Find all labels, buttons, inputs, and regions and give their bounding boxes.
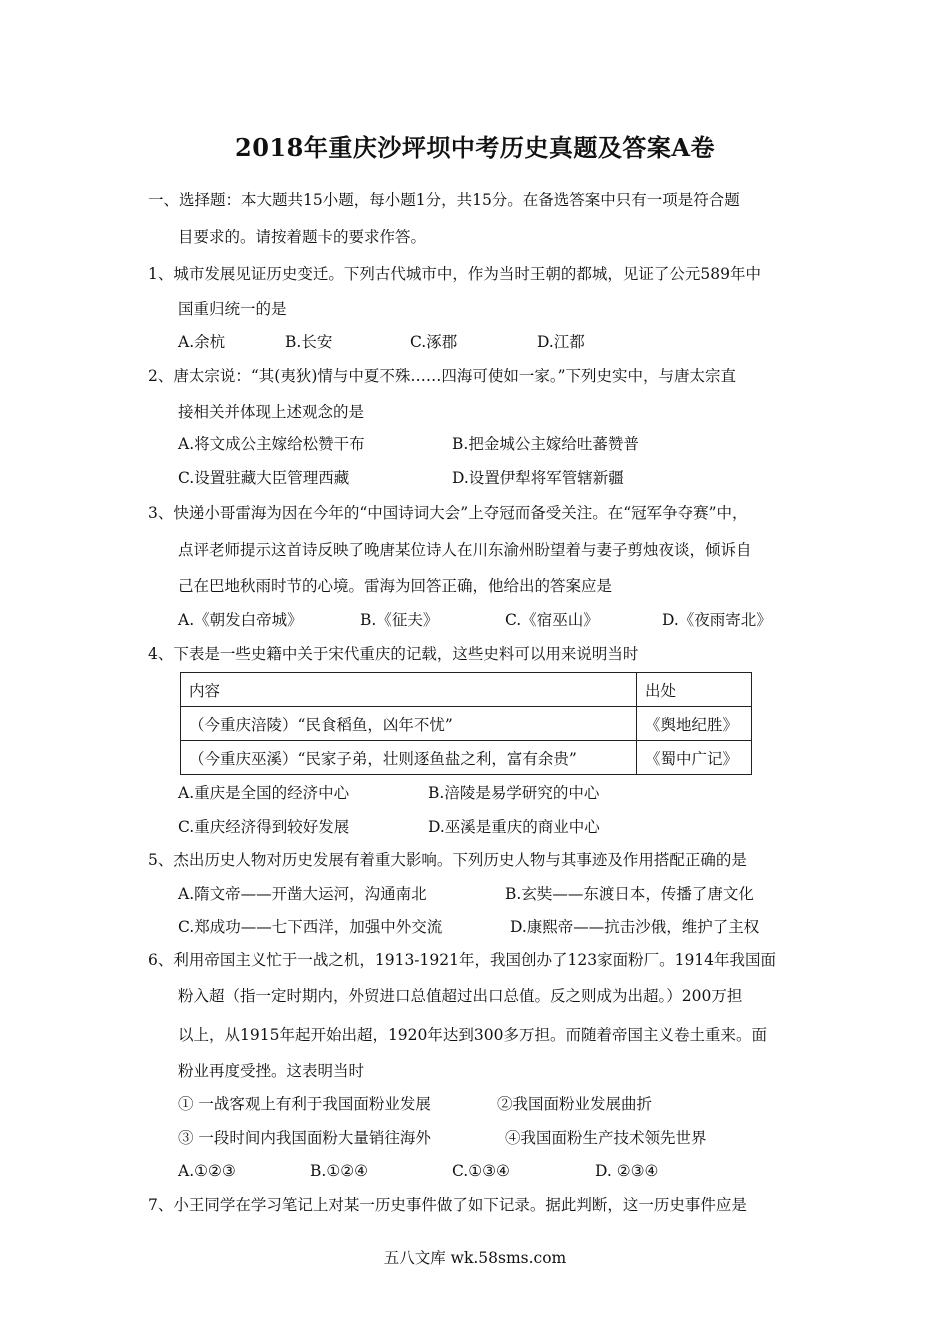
question-6-statement-2: ②我国面粉业发展曲折: [497, 1095, 653, 1113]
table-header-source: 出处: [637, 673, 752, 707]
table-header-content: 内容: [181, 673, 637, 707]
question-5-option-a: A.隋文帝——开凿大运河，沟通南北: [178, 885, 427, 903]
table-header-row: [181, 673, 752, 707]
question-4-option-d: D.巫溪是重庆的商业中心: [428, 818, 600, 836]
section-instruction-line1: 一、选择题：本大题共15小题，每小题1分，共15分。在备选答案中只有一项是符合题: [148, 191, 740, 209]
question-6-line3: 以上，从1915年起开始出超，1920年达到300多万担。而随着帝国主义卷土重来。面: [178, 1026, 767, 1044]
question-3-line2: 点评老师提示这首诗反映了晚唐某位诗人在川东渝州盼望着与妻子剪烛夜谈，倾诉自: [178, 541, 752, 559]
question-6-line2: 粉入超（指一定时期内，外贸进口总值超过出口总值。反之则成为出超。）200万担: [178, 987, 743, 1005]
question-1-line2: 国重归统一的是: [178, 300, 287, 318]
question-6-option-d: D. ②③④: [595, 1162, 659, 1180]
table-row: [181, 707, 752, 741]
question-6-statement-1: ① 一战客观上有利于我国面粉业发展: [178, 1095, 431, 1113]
question-3-option-b: B.《征夫》: [360, 611, 439, 629]
question-2-option-b: B.把金城公主嫁给吐蕃赞普: [452, 435, 639, 453]
question-4-option-c: C.重庆经济得到较好发展: [178, 818, 350, 836]
question-3-line1: 3、快递小哥雷海为因在今年的“中国诗词大会”上夺冠而备受关注。在“冠军争夺赛”中，: [148, 504, 748, 522]
question-6-option-a: A.①②③: [178, 1162, 236, 1180]
question-5-option-c: C.郑成功——七下西洋，加强中外交流: [178, 918, 443, 936]
question-2-option-d: D.设置伊犁将军管辖新疆: [452, 469, 624, 487]
section-instruction-line2: 目要求的。请按着题卡的要求作答。: [178, 228, 427, 246]
question-5-option-b: B.玄奘——东渡日本，传播了唐文化: [505, 885, 754, 903]
question-4-option-a: A.重庆是全国的经济中心: [178, 784, 350, 802]
question-1-line1: 1、城市发展见证历史变迁。下列古代城市中，作为当时王朝的都城，见证了公元589年中: [148, 265, 761, 283]
table-cell-content: （今重庆巫溪）“民家子弟，壮则逐鱼盐之利，富有余贵”: [181, 741, 637, 775]
question-6-line4: 粉业再度受挫。这表明当时: [178, 1062, 365, 1080]
question-5-option-d: D.康熙帝——抗击沙俄，维护了主权: [510, 918, 760, 936]
question-6-statement-3: ③ 一段时间内我国面粉大量销往海外: [178, 1129, 431, 1147]
question-5-line1: 5、杰出历史人物对历史发展有着重大影响。下列历史人物与其事迹及作用搭配正确的是: [148, 851, 747, 869]
question-4-line1: 4、下表是一些史籍中关于宋代重庆的记载，这些史料可以用来说明当时: [148, 645, 639, 663]
question-6-line1: 6、利用帝国主义忙于一战之机，1913-1921年，我国创办了123家面粉厂。1914年我国面: [148, 951, 777, 969]
table-cell-source: 《蜀中广记》: [637, 741, 752, 775]
table-cell-source: 《舆地纪胜》: [637, 707, 752, 741]
question-3-line3: 己在巴地秋雨时节的心境。雷海为回答正确，他给出的答案应是: [178, 577, 613, 595]
question-1-option-c: C.涿郡: [410, 333, 458, 351]
question-1-option-d: D.江都: [537, 333, 585, 351]
question-4-option-b: B.涪陵是易学研究的中心: [428, 784, 600, 802]
question-3-option-a: A.《朝发白帝城》: [178, 611, 303, 629]
question-6-statement-4: ④我国面粉生产技术领先世界: [505, 1129, 707, 1147]
table-row: [181, 741, 752, 775]
page-title: 2018年重庆沙坪坝中考历史真题及答案A卷: [235, 133, 715, 162]
question-1-option-a: A.余杭: [178, 333, 226, 351]
question-1-option-b: B.长安: [285, 333, 333, 351]
question-3-option-c: C.《宿巫山》: [505, 611, 599, 629]
footer-watermark: 五八文库 wk.58sms.com: [383, 1249, 567, 1267]
question-2-option-c: C.设置驻藏大臣管理西藏: [178, 469, 350, 487]
question-6-option-c: C.①③④: [452, 1162, 510, 1180]
table-cell-content: （今重庆涪陵）“民食稻鱼，凶年不忧”: [181, 707, 637, 741]
question-2-option-a: A.将文成公主嫁给松赞干布: [178, 435, 365, 453]
question-6-option-b: B.①②④: [310, 1162, 369, 1180]
history-records-table: [180, 672, 752, 775]
question-7-line1: 7、小王同学在学习笔记上对某一历史事件做了如下记录。据此判断，这一历史事件应是: [148, 1196, 747, 1214]
question-3-option-d: D.《夜雨寄北》: [662, 611, 772, 629]
question-2-line2: 接相关并体现上述观念的是: [178, 403, 365, 421]
question-2-line1: 2、唐太宗说：“其(夷狄)情与中夏不殊……四海可使如一家。”下列史实中，与唐太宗直: [148, 367, 737, 385]
